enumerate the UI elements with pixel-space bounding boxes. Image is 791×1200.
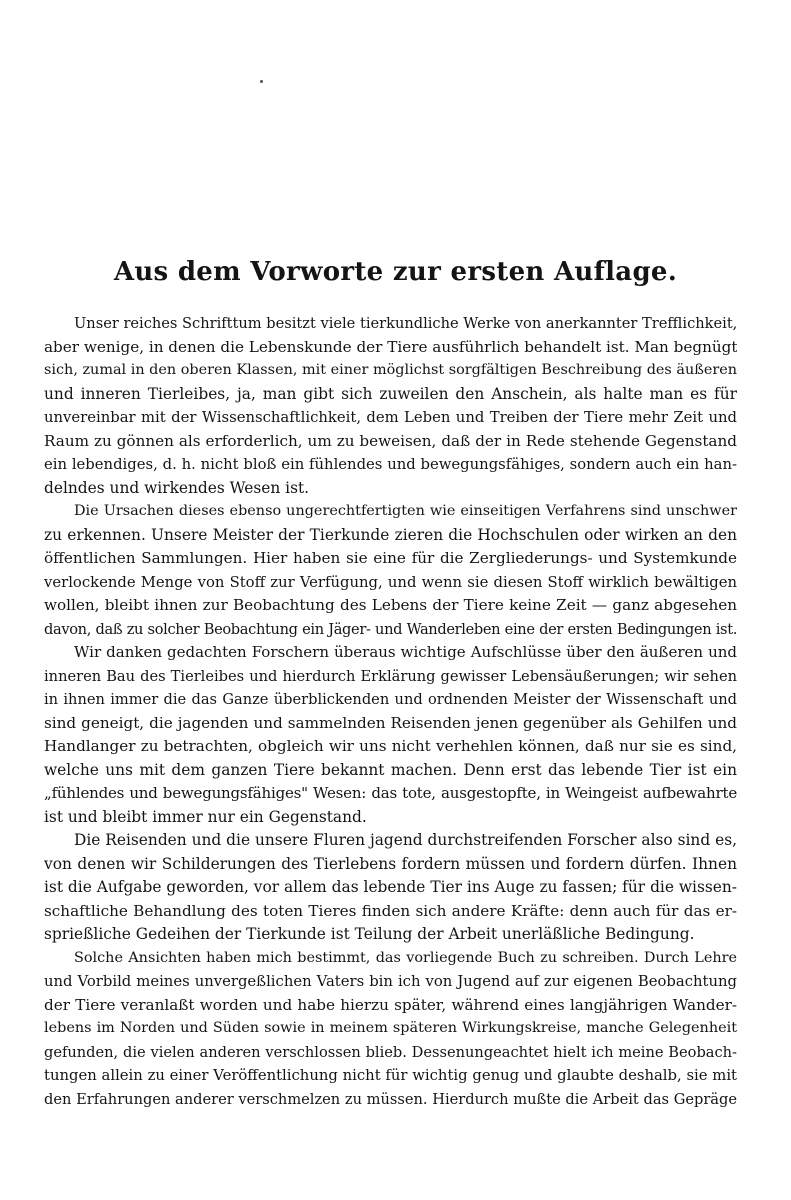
print-speck	[260, 80, 263, 83]
text-line: und inneren Tierleibes, ja, man gibt sich zuweilen den Anschein, als halte man es für	[44, 384, 737, 403]
body-text	[44, 312, 737, 1111]
text-line: Unser reiches Schrifttum besitzt viele tierkundliche Werke von anerkannter Trefflichkeit,	[74, 315, 737, 332]
text-line: sprießliche Gedeihen der Tierkunde ist Teilung der Arbeit unerläßliche Bedingung.	[44, 925, 695, 943]
paragraph	[44, 500, 737, 641]
text-line: davon, daß zu solcher Beobachtung ein Jäger- und Wanderleben eine der ersten Bedingungen ist.	[44, 620, 737, 638]
text-line: verlockende Menge von Stoff zur Verfügung, und wenn sie diesen Stoff wirklich bewältigen	[44, 573, 737, 591]
text-line: sich, zumal in den oberen Klassen, mit einer möglichst sorgfältigen Beschreibung des äußeren	[44, 362, 737, 378]
text-line: Handlanger zu betrachten, obgleich wir uns nicht verhehlen können, daß nur sie es sind,	[44, 737, 737, 755]
text-line: ein lebendiges, d. h. nicht bloß ein fühlendes und bewegungsfähiges, sondern auch ein han-	[44, 456, 737, 473]
text-line: delndes und wirkendes Wesen ist.	[44, 478, 310, 497]
text-line: von denen wir Schilderungen des Tierlebens fordern müssen und fordern dürfen. Ihnen	[44, 854, 737, 873]
text-line: den Erfahrungen anderer verschmelzen zu müssen. Hierdurch mußte die Arbeit das Gepräge	[44, 1090, 737, 1108]
paragraph	[44, 829, 737, 947]
page-title: Aus dem Vorworte zur ersten Auflage.	[113, 257, 678, 287]
text-line: ist und bleibt immer nur ein Gegenstand.	[44, 807, 367, 826]
text-line: tungen allein zu einer Veröffentlichung nicht für wichtig genug und glaubte deshalb, sie mit	[44, 1067, 737, 1084]
text-line: ist die Aufgabe geworden, vor allem das lebende Tier ins Auge zu fassen; für die wissen-	[44, 878, 737, 896]
text-line: zu erkennen. Unsere Meister der Tierkunde zieren die Hochschulen oder wirken an den	[44, 525, 737, 544]
paragraph	[44, 641, 737, 829]
text-line: wollen, bleibt ihnen zur Beobachtung des Lebens der Tiere keine Zeit — ganz abgesehen	[44, 596, 737, 614]
text-line: schaftliche Behandlung des toten Tieres finden sich andere Kräfte: denn auch für das er-	[44, 901, 737, 920]
text-line: lebens im Norden und Süden sowie in meinem späteren Wirkungskreise, manche Gelegenheit	[44, 1020, 737, 1036]
text-line: öffentlichen Sammlungen. Hier haben sie eine für die Zergliederungs- und Systemkunde	[44, 549, 737, 567]
text-line: „fühlendes und bewegungsfähiges" Wesen: das tote, ausgestopfte, in Weingeist aufbewahrte	[44, 784, 737, 802]
text-line: Die Reisenden und die unsere Fluren jagend durchstreifenden Forscher also sind es,	[74, 831, 737, 849]
text-line: Die Ursachen dieses ebenso ungerechtfertigten wie einseitigen Verfahrens sind unschwer	[74, 503, 737, 519]
text-line: sind geneigt, die jagenden und sammelnden Reisenden jenen gegenüber als Gehilfen und	[44, 713, 737, 732]
text-line: welche uns mit dem ganzen Tiere bekannt machen. Denn erst das lebende Tier ist ein	[44, 760, 737, 779]
text-line: inneren Bau des Tierleibes und hierdurch Erklärung gewisser Lebensäußerungen; wir sehen	[44, 667, 737, 685]
text-line: gefunden, die vielen anderen verschlossen blieb. Dessenungeachtet hielt ich meine Beobach-	[44, 1043, 737, 1061]
text-line: unvereinbar mit der Wissenschaftlichkeit, dem Leben und Treiben der Tiere mehr Zeit und	[44, 409, 737, 426]
text-line: Solche Ansichten haben mich bestimmt, das vorliegende Buch zu schreiben. Durch Lehre	[74, 949, 737, 966]
text-line: der Tiere veranlaßt worden und habe hierzu später, während eines langjährigen Wander-	[44, 995, 737, 1014]
text-line: aber wenige, in denen die Lebenskunde der Tiere ausführlich behandelt ist. Man begnügt	[44, 337, 737, 356]
paragraph	[44, 312, 737, 500]
text-line: in ihnen immer die das Ganze überblickenden und ordnenden Meister der Wissenschaft und	[44, 691, 737, 708]
text-line: Raum zu gönnen als erforderlich, um zu beweisen, daß der in Rede stehende Gegenstand	[44, 431, 737, 450]
text-line: und Vorbild meines unvergeßlichen Vaters bin ich von Jugend auf zur eigenen Beobachtung	[44, 973, 737, 990]
text-line: Wir danken gedachten Forschern überaus wichtige Aufschlüsse über den äußeren und	[74, 643, 737, 661]
paragraph	[44, 947, 737, 1112]
